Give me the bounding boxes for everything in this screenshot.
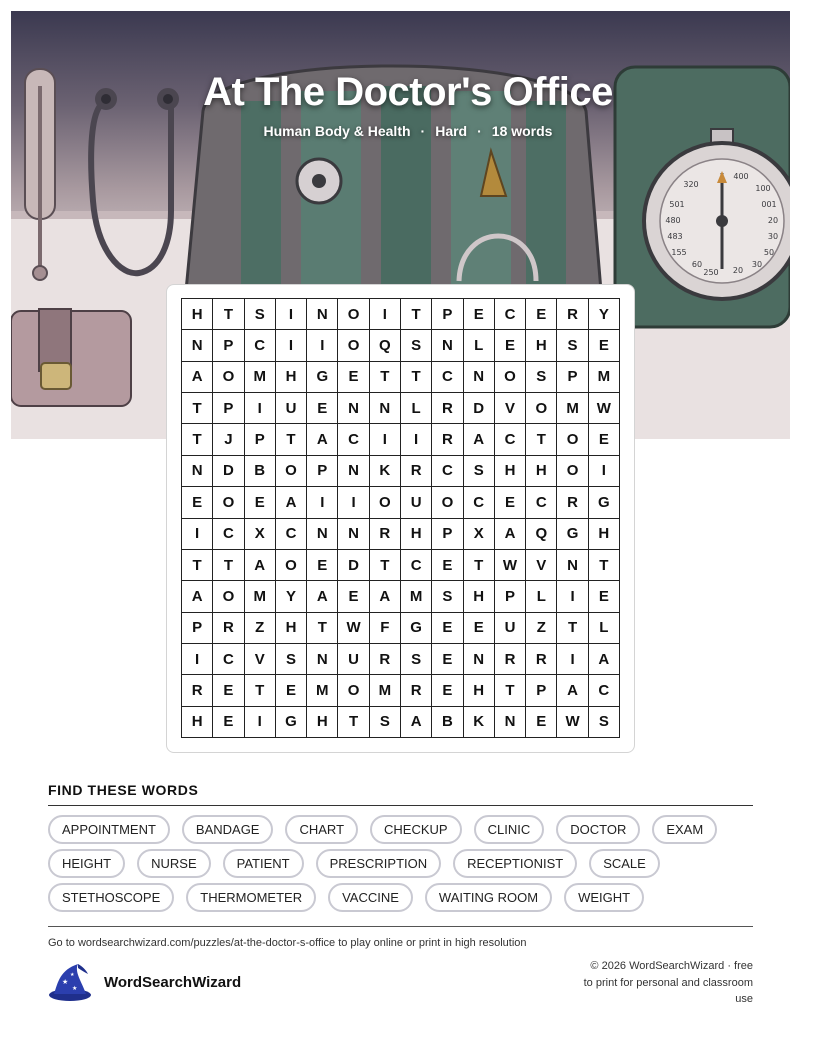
grid-cell[interactable]: P	[432, 299, 463, 330]
grid-cell[interactable]: C	[213, 644, 244, 675]
grid-cell[interactable]: P	[213, 330, 244, 361]
word-chip-doctor[interactable]: DOCTOR	[556, 815, 640, 844]
grid-cell[interactable]: T	[401, 362, 432, 393]
grid-cell[interactable]: A	[276, 487, 307, 518]
grid-cell[interactable]: I	[401, 424, 432, 455]
grid-cell[interactable]: E	[589, 424, 620, 455]
grid-cell[interactable]: E	[526, 707, 557, 738]
grid-cell[interactable]: G	[401, 613, 432, 644]
svg-text:★: ★	[72, 985, 78, 992]
grid-cell[interactable]: W	[589, 393, 620, 424]
grid-cell[interactable]: O	[276, 456, 307, 487]
grid-cell[interactable]: C	[276, 519, 307, 550]
grid-cell[interactable]: E	[432, 675, 463, 706]
grid-cell[interactable]: E	[495, 330, 526, 361]
grid-cell[interactable]: U	[338, 644, 369, 675]
word-chip-prescription[interactable]: PRESCRIPTION	[316, 849, 442, 878]
grid-cell[interactable]: C	[526, 487, 557, 518]
grid-cell[interactable]: I	[307, 330, 338, 361]
grid-cell[interactable]: I	[276, 330, 307, 361]
grid-cell[interactable]: S	[401, 330, 432, 361]
grid-cell[interactable]: R	[401, 675, 432, 706]
grid-cell[interactable]: T	[401, 299, 432, 330]
grid-cell[interactable]: N	[495, 707, 526, 738]
grid-cell[interactable]: C	[245, 330, 276, 361]
gauge-label: 30	[767, 232, 779, 241]
grid-cell[interactable]: A	[245, 550, 276, 581]
grid-cell[interactable]: P	[432, 519, 463, 550]
grid-cell[interactable]: E	[432, 550, 463, 581]
grid-cell[interactable]: L	[526, 581, 557, 612]
grid-cell[interactable]: S	[370, 707, 401, 738]
grid-cell[interactable]: W	[557, 707, 588, 738]
grid-cell[interactable]: S	[432, 581, 463, 612]
word-chip-height[interactable]: HEIGHT	[48, 849, 125, 878]
grid-cell[interactable]: Z	[245, 613, 276, 644]
separator: ·	[477, 123, 482, 139]
grid-cell[interactable]: S	[245, 299, 276, 330]
grid-cell[interactable]: E	[338, 581, 369, 612]
svg-text:★: ★	[62, 978, 69, 986]
grid-cell[interactable]: A	[182, 581, 213, 612]
word-chip-waiting-room[interactable]: WAITING ROOM	[425, 883, 552, 912]
grid-cell[interactable]: B	[245, 456, 276, 487]
grid-cell[interactable]: N	[182, 330, 213, 361]
gauge-label: 001	[761, 200, 777, 209]
word-chip-clinic[interactable]: CLINIC	[474, 815, 545, 844]
grid-cell[interactable]: Z	[526, 613, 557, 644]
grid-cell[interactable]: R	[432, 393, 463, 424]
grid-cell[interactable]: L	[401, 393, 432, 424]
grid-cell[interactable]: X	[245, 519, 276, 550]
category-label: Human Body & Health	[263, 123, 411, 139]
grid-cell[interactable]: M	[245, 581, 276, 612]
grid-cell[interactable]: A	[589, 644, 620, 675]
grid-cell[interactable]: H	[464, 675, 495, 706]
grid-cell[interactable]: P	[526, 675, 557, 706]
grid-cell[interactable]: T	[182, 550, 213, 581]
grid-cell[interactable]: C	[495, 299, 526, 330]
grid-cell[interactable]: I	[370, 424, 401, 455]
grid-cell[interactable]: I	[589, 456, 620, 487]
grid-cell[interactable]: D	[213, 456, 244, 487]
grid-cell[interactable]: U	[276, 393, 307, 424]
word-chip-bandage[interactable]: BANDAGE	[182, 815, 274, 844]
grid-cell[interactable]: S	[464, 456, 495, 487]
grid-cell[interactable]: P	[182, 613, 213, 644]
grid-cell[interactable]: K	[370, 456, 401, 487]
grid-cell[interactable]: S	[526, 362, 557, 393]
grid-cell[interactable]: N	[307, 519, 338, 550]
pouch-icon	[11, 309, 131, 406]
grid-cell[interactable]: N	[464, 362, 495, 393]
grid-cell[interactable]: L	[589, 613, 620, 644]
divider	[48, 805, 753, 806]
divider	[48, 926, 753, 927]
word-chip-weight[interactable]: WEIGHT	[564, 883, 644, 912]
grid-cell[interactable]: N	[338, 456, 369, 487]
grid-cell[interactable]: S	[401, 644, 432, 675]
grid-cell[interactable]: R	[182, 675, 213, 706]
grid-cell[interactable]: E	[307, 393, 338, 424]
grid-cell[interactable]: N	[464, 644, 495, 675]
grid-cell[interactable]: I	[245, 707, 276, 738]
gauge-label: 50	[763, 248, 775, 257]
grid-cell[interactable]: R	[370, 519, 401, 550]
page-title: At The Doctor's Office	[203, 70, 613, 114]
grid-cell[interactable]: H	[276, 613, 307, 644]
grid-cell[interactable]: V	[495, 393, 526, 424]
grid-cell[interactable]: A	[182, 362, 213, 393]
word-chip-receptionist[interactable]: RECEPTIONIST	[453, 849, 577, 878]
grid-cell[interactable]: W	[495, 550, 526, 581]
svg-text:★: ★	[70, 972, 75, 978]
grid-cell[interactable]: A	[307, 581, 338, 612]
gauge-label: 155	[671, 248, 687, 257]
grid-cell[interactable]: C	[464, 487, 495, 518]
grid-cell[interactable]: O	[370, 487, 401, 518]
gauge-label: 20	[767, 216, 779, 225]
grid-cell[interactable]: O	[338, 675, 369, 706]
grid-cell[interactable]: A	[557, 675, 588, 706]
grid-cell[interactable]: E	[276, 675, 307, 706]
grid-cell[interactable]: A	[307, 424, 338, 455]
grid-cell[interactable]: E	[526, 299, 557, 330]
grid-cell[interactable]: O	[213, 581, 244, 612]
grid-cell[interactable]: T	[557, 613, 588, 644]
grid-cell[interactable]: T	[213, 299, 244, 330]
gauge-label: 480	[665, 216, 681, 225]
grid-cell[interactable]: M	[245, 362, 276, 393]
grid-cell[interactable]: B	[432, 707, 463, 738]
grid-cell[interactable]: X	[464, 519, 495, 550]
grid-cell[interactable]: G	[557, 519, 588, 550]
gauge-label: 30	[751, 260, 763, 269]
grid-cell[interactable]: N	[557, 550, 588, 581]
grid-cell[interactable]: P	[245, 424, 276, 455]
grid-cell[interactable]: E	[182, 487, 213, 518]
grid-cell[interactable]: H	[589, 519, 620, 550]
grid-cell[interactable]: S	[276, 644, 307, 675]
grid-cell[interactable]: R	[432, 424, 463, 455]
grid-cell[interactable]: G	[589, 487, 620, 518]
grid-cell[interactable]: E	[245, 487, 276, 518]
grid-cell[interactable]: C	[432, 456, 463, 487]
grid-cell[interactable]: E	[213, 675, 244, 706]
grid-cell[interactable]: N	[338, 393, 369, 424]
grid-cell[interactable]: P	[307, 456, 338, 487]
gauge-label: 250	[703, 268, 719, 277]
grid-cell[interactable]: K	[464, 707, 495, 738]
grid-cell[interactable]: R	[557, 299, 588, 330]
grid-cell[interactable]: H	[495, 456, 526, 487]
word-chip-scale[interactable]: SCALE	[589, 849, 660, 878]
grid-cell[interactable]: I	[557, 644, 588, 675]
grid-cell[interactable]: N	[307, 299, 338, 330]
grid-cell[interactable]: I	[557, 581, 588, 612]
grid-cell[interactable]: E	[589, 330, 620, 361]
grid-cell[interactable]: R	[213, 613, 244, 644]
grid-cell[interactable]: T	[245, 675, 276, 706]
grid-cell[interactable]: I	[182, 644, 213, 675]
grid-cell[interactable]: E	[432, 613, 463, 644]
grid-cell[interactable]: Y	[589, 299, 620, 330]
grid-cell[interactable]: P	[495, 581, 526, 612]
grid-cell[interactable]: O	[213, 362, 244, 393]
grid-cell[interactable]: A	[370, 581, 401, 612]
brand[interactable]	[48, 962, 241, 1002]
grid-cell[interactable]: T	[526, 424, 557, 455]
grid-cell[interactable]: C	[495, 424, 526, 455]
grid-cell[interactable]: H	[401, 519, 432, 550]
grid-cell[interactable]: H	[307, 707, 338, 738]
grid-cell[interactable]: T	[338, 707, 369, 738]
grid-cell[interactable]: I	[338, 487, 369, 518]
grid-cell[interactable]: T	[182, 393, 213, 424]
grid-cell[interactable]: O	[557, 424, 588, 455]
grid-cell[interactable]: L	[464, 330, 495, 361]
word-chip-stethoscope[interactable]: STETHOSCOPE	[48, 883, 174, 912]
grid-cell[interactable]: Y	[276, 581, 307, 612]
gauge-label: 501	[669, 200, 685, 209]
word-chip-thermometer[interactable]: THERMOMETER	[186, 883, 316, 912]
wizard-hat-icon	[48, 962, 92, 1002]
grid-cell[interactable]: U	[495, 613, 526, 644]
grid-cell[interactable]: V	[526, 550, 557, 581]
gauge-label: 320	[683, 180, 699, 189]
word-chip-vaccine[interactable]: VACCINE	[328, 883, 413, 912]
grid-cell[interactable]: Q	[370, 330, 401, 361]
grid-cell[interactable]: A	[495, 519, 526, 550]
gauge-label: 20	[732, 266, 744, 275]
grid-cell[interactable]: I	[370, 299, 401, 330]
grid-cell[interactable]: I	[245, 393, 276, 424]
gauge-label: 483	[667, 232, 683, 241]
word-chip-chart[interactable]: CHART	[285, 815, 358, 844]
grid-cell[interactable]: C	[432, 362, 463, 393]
grid-cell[interactable]: T	[276, 424, 307, 455]
grid-cell[interactable]: D	[338, 550, 369, 581]
word-count-label: 18 words	[491, 123, 553, 139]
grid-cell[interactable]: E	[464, 299, 495, 330]
grid-cell[interactable]: E	[432, 644, 463, 675]
grid-cell[interactable]: O	[276, 550, 307, 581]
grid-cell[interactable]: O	[338, 299, 369, 330]
word-chip-patient[interactable]: PATIENT	[223, 849, 304, 878]
grid-cell[interactable]: R	[495, 644, 526, 675]
grid-cell[interactable]: T	[370, 550, 401, 581]
grid-cell[interactable]: T	[370, 362, 401, 393]
play-online-link[interactable]: Go to wordsearchwizard.com/puzzles/at-the-doctor-s-office to play online or print in high resolution	[48, 937, 527, 949]
grid-cell[interactable]: R	[557, 487, 588, 518]
grid-cell[interactable]: I	[307, 487, 338, 518]
grid-cell[interactable]: T	[464, 550, 495, 581]
difficulty-label: Hard	[435, 123, 468, 139]
grid-cell[interactable]: N	[182, 456, 213, 487]
grid-cell[interactable]: M	[401, 581, 432, 612]
grid-cell[interactable]: S	[557, 330, 588, 361]
grid-cell[interactable]: Q	[526, 519, 557, 550]
grid-cell[interactable]: C	[338, 424, 369, 455]
grid-cell[interactable]: D	[464, 393, 495, 424]
grid-cell[interactable]: P	[213, 393, 244, 424]
grid-cell[interactable]: M	[557, 393, 588, 424]
grid-cell[interactable]: N	[307, 644, 338, 675]
grid-cell[interactable]: H	[464, 581, 495, 612]
grid-cell[interactable]: F	[370, 613, 401, 644]
brand-name: WordSearchWizard	[104, 973, 242, 991]
grid-cell[interactable]: H	[276, 362, 307, 393]
gauge-label: 60	[691, 260, 703, 269]
grid-cell[interactable]: T	[182, 424, 213, 455]
word-chip-checkup[interactable]: CHECKUP	[370, 815, 462, 844]
grid-cell[interactable]: P	[557, 362, 588, 393]
grid-cell[interactable]: T	[495, 675, 526, 706]
copyright-text: © 2026 WordSearchWizard · free to print for personal and classroom use	[583, 960, 753, 1005]
grid-cell[interactable]: T	[213, 550, 244, 581]
grid-cell[interactable]: O	[495, 362, 526, 393]
grid-cell[interactable]: C	[213, 519, 244, 550]
grid-cell[interactable]: H	[526, 456, 557, 487]
grid-cell[interactable]: H	[526, 330, 557, 361]
grid-cell[interactable]: O	[432, 487, 463, 518]
grid-cell[interactable]: A	[464, 424, 495, 455]
grid-cell[interactable]: T	[307, 613, 338, 644]
grid-cell[interactable]: R	[370, 644, 401, 675]
grid-cell[interactable]: C	[589, 675, 620, 706]
separator: ·	[420, 123, 426, 139]
grid-cell[interactable]: G	[307, 362, 338, 393]
word-chip-exam[interactable]: EXAM	[652, 815, 717, 844]
grid-cell[interactable]: U	[401, 487, 432, 518]
grid-cell[interactable]: E	[307, 550, 338, 581]
grid-cell[interactable]: H	[182, 299, 213, 330]
grid-cell[interactable]: E	[338, 362, 369, 393]
grid-cell[interactable]: O	[526, 393, 557, 424]
grid-cell[interactable]: R	[401, 456, 432, 487]
grid-cell[interactable]: I	[276, 299, 307, 330]
puzzle-meta	[0, 123, 816, 139]
grid-cell[interactable]: V	[245, 644, 276, 675]
word-list-heading: FIND THESE WORDS	[48, 782, 199, 798]
gauge-label: 100	[755, 184, 771, 193]
grid-cell[interactable]: M	[370, 675, 401, 706]
grid-cell[interactable]: R	[526, 644, 557, 675]
grid-cell[interactable]: W	[338, 613, 369, 644]
word-chip-nurse[interactable]: NURSE	[137, 849, 211, 878]
grid-cell[interactable]: M	[307, 675, 338, 706]
word-chip-appointment[interactable]: APPOINTMENT	[48, 815, 170, 844]
grid-cell[interactable]: M	[589, 362, 620, 393]
grid-cell[interactable]: S	[589, 707, 620, 738]
grid-cell[interactable]: E	[589, 581, 620, 612]
letter-grid[interactable]	[181, 298, 620, 738]
grid-cell[interactable]: G	[276, 707, 307, 738]
grid-cell[interactable]: T	[589, 550, 620, 581]
grid-cell[interactable]: O	[338, 330, 369, 361]
grid-cell[interactable]: E	[464, 613, 495, 644]
gauge-label: 400	[733, 172, 749, 181]
grid-cell[interactable]: N	[432, 330, 463, 361]
grid-cell[interactable]: C	[401, 550, 432, 581]
grid-cell[interactable]: E	[213, 707, 244, 738]
grid-cell[interactable]: J	[213, 424, 244, 455]
grid-cell[interactable]: H	[182, 707, 213, 738]
grid-cell[interactable]: I	[182, 519, 213, 550]
grid-cell[interactable]: E	[495, 487, 526, 518]
grid-cell[interactable]: O	[213, 487, 244, 518]
word-list	[48, 815, 753, 912]
grid-cell[interactable]: N	[370, 393, 401, 424]
grid-cell[interactable]: N	[338, 519, 369, 550]
grid-cell[interactable]: O	[557, 456, 588, 487]
grid-cell[interactable]: A	[401, 707, 432, 738]
